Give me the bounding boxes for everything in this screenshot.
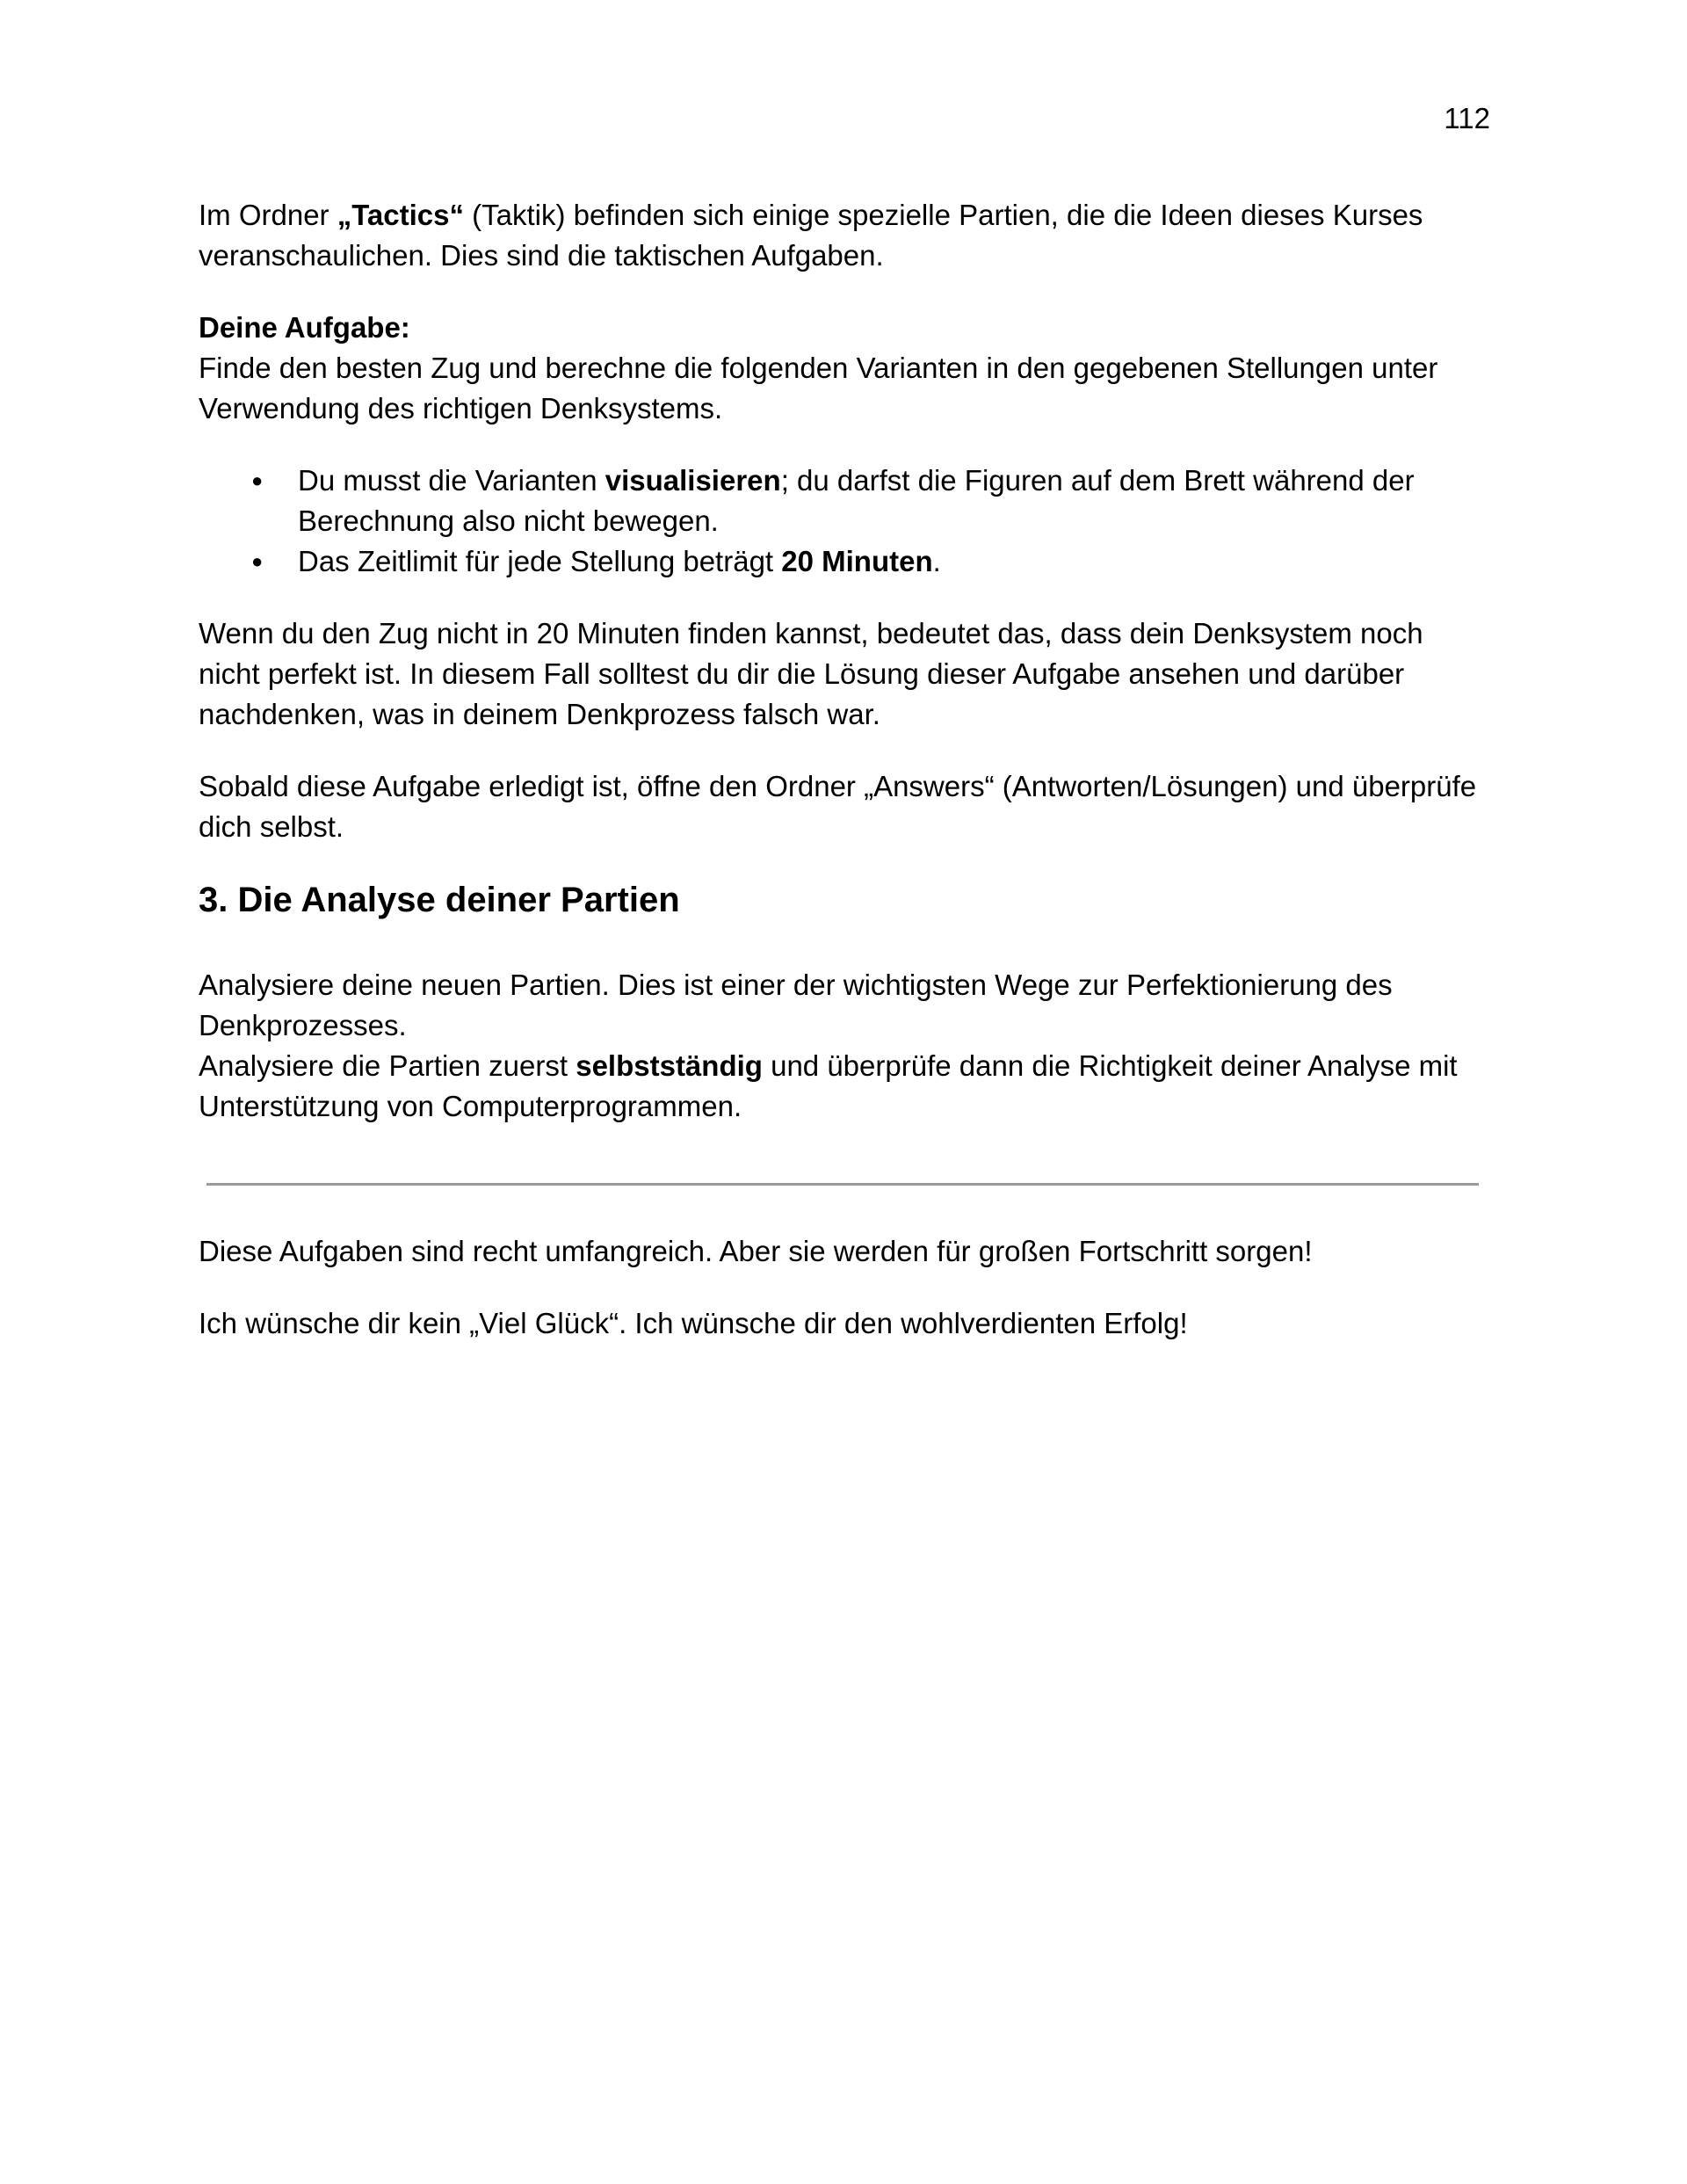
analysis-paragraph: Analysiere deine neuen Partien. Dies ist einer der wichtigsten Wege zur Perfektionierung des Denkprozesses. [199, 969, 1393, 1041]
task-text: Finde den besten Zug und berechne die folgenden Varianten in den gegebenen Stellungen unter Verwendung des richtigen Denksystems. [199, 352, 1438, 424]
emphasis-independent: selbstständig [576, 1049, 763, 1082]
list-item: ● Das Zeitlimit für jede Stellung beträgt 20 Minuten. [199, 541, 1490, 582]
closing-line-1: Diese Aufgaben sind recht umfangreich. Aber sie werden für großen Fortschritt sorgen! [199, 1235, 1313, 1267]
horizontal-divider [206, 1183, 1479, 1186]
intro-suffix: (Taktik) befinden sich einige spezielle Partien, die die Ideen dieses Kurses veranschaulichen. Dies sind die taktischen Aufgaben. [199, 199, 1423, 272]
intro-paragraph [199, 195, 1490, 276]
bullet-icon: ● [251, 469, 264, 491]
page-number: 112 [1444, 102, 1490, 134]
failure-note: Wenn du den Zug nicht in 20 Minuten finden kannst, bedeutet das, dass dein Denksystem noch nicht perfekt ist. In diesem Fall solltest du dir die Lösung dieser Aufgabe ansehen und darüber nachdenken, was in deinem Denkprozess falsch war. [199, 617, 1423, 730]
closing-line-2: Ich wünsche dir kein „Viel Glück“. Ich wünsche dir den wohlverdienten Erfolg! [199, 1307, 1188, 1339]
section-heading: 3. Die Analyse deiner Partien [199, 881, 680, 919]
task-block [199, 308, 1490, 429]
task-heading: Deine Aufgabe: [199, 311, 410, 344]
analysis-method-paragraph: Analysiere die Partien zuerst selbstständig und überprüfe dann die Richtigkeit deiner Analyse mit Unterstützung von Computerprogrammen. [199, 1049, 1458, 1122]
page-content [199, 195, 1490, 1344]
intro-prefix: Im Ordner [199, 199, 337, 231]
task-rules-list [199, 461, 1490, 582]
intro-folder-name: „Tactics“ [337, 199, 464, 231]
bullet-icon: ● [251, 550, 264, 572]
answers-note: Sobald diese Aufgabe erledigt ist, öffne den Ordner „Answers“ (Antworten/Lösungen) und überprüfe dich selbst. [199, 770, 1477, 843]
list-item: ● Du musst die Varianten visualisieren; du darfst die Figuren auf dem Brett während der Berechnung also nicht bewegen. [199, 461, 1490, 541]
